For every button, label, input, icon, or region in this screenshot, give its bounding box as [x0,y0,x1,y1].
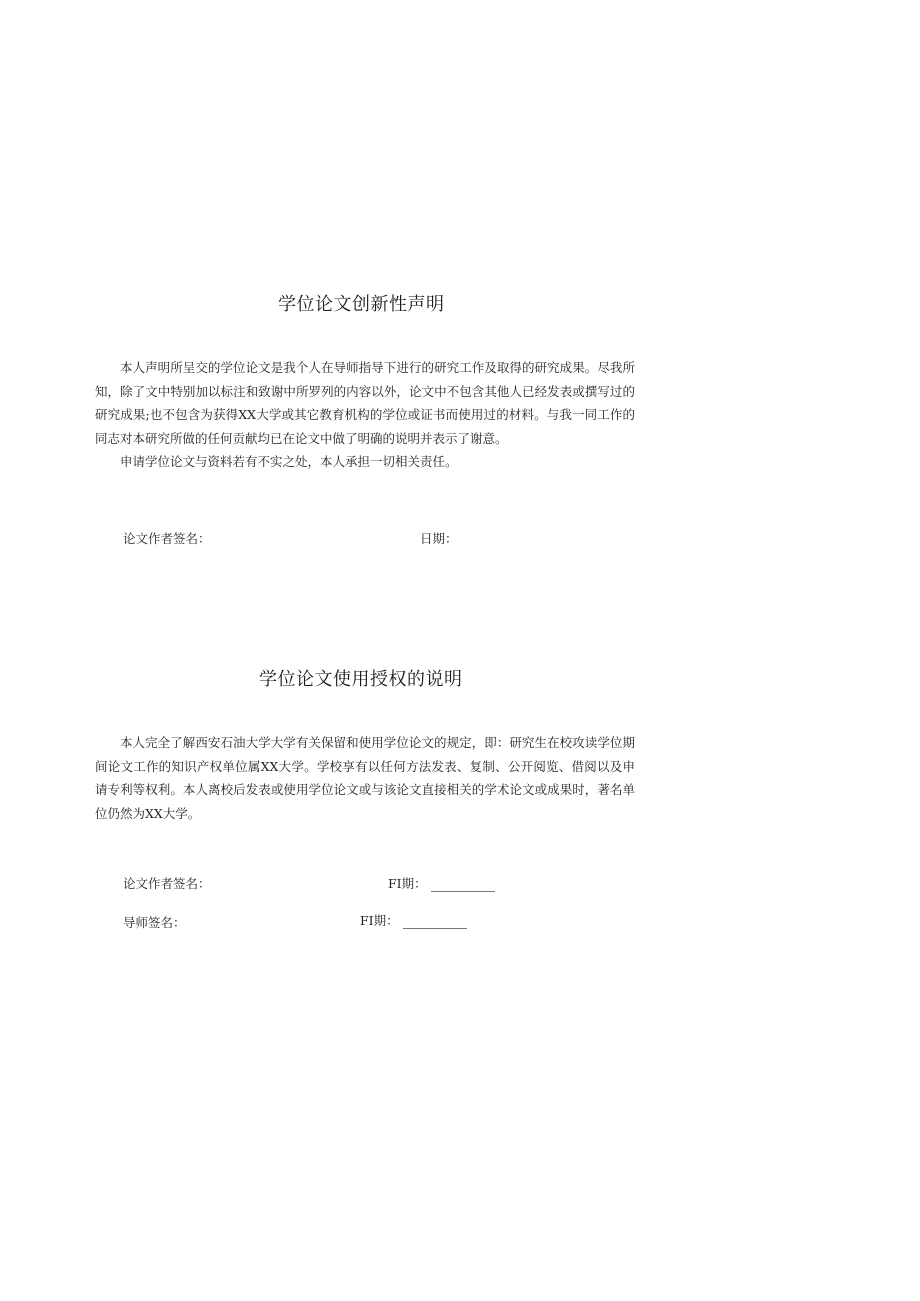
declaration-author-signature-label: 论文作者签名： [123,531,211,546]
declaration-title: 学位论文创新性声明 [278,294,445,315]
authorization-author-date [388,874,495,892]
declaration-paragraph-1: 本人声明所呈交的学位论文是我个人在导师指导下进行的研究工作及取得的研究成果。尽我所知，除了文中特别加以标注和致谢中所罗列的内容以外，论文中不包含其他人已经发表或撰写过的研究成果;也不包含为获得XX大学或其它教育机构的学位或证书而使用过的材料。与我一同工作的同志对本研究所做的任何贡献均已在论文中做了明确的说明并表示了谢意。 [95,360,635,446]
declaration-body [95,356,635,474]
supervisor-date-label: FI期： [360,913,399,928]
authorization-paragraph: 本人完全了解西安石油大学大学有关保留和使用学位论文的规定，即：研究生在校攻读学位期间论文工作的知识产权单位属XX大学。学校享有以任何方法发表、复制、公开阅览、借阅以及申请专利等权利。本人离校后发表或使用学位论文或与该论文直接相关的学术论文或成果时，著名单位仍然为XX大学。 [95,735,635,821]
authorization-body [95,731,635,825]
authorization-author-signature-label: 论文作者签名： [123,876,211,891]
declaration-paragraph-2: 申请学位论文与资料若有不实之处，本人承担一切相关责任。 [120,454,458,469]
supervisor-date-blank [403,914,467,929]
authorization-title: 学位论文使用授权的说明 [259,669,463,690]
supervisor-date [360,911,467,929]
author-date-blank [431,877,495,892]
declaration-date-label: 日期： [420,531,458,546]
author-date-label: FI期： [388,876,427,891]
supervisor-signature-label: 导师签名： [123,915,186,930]
